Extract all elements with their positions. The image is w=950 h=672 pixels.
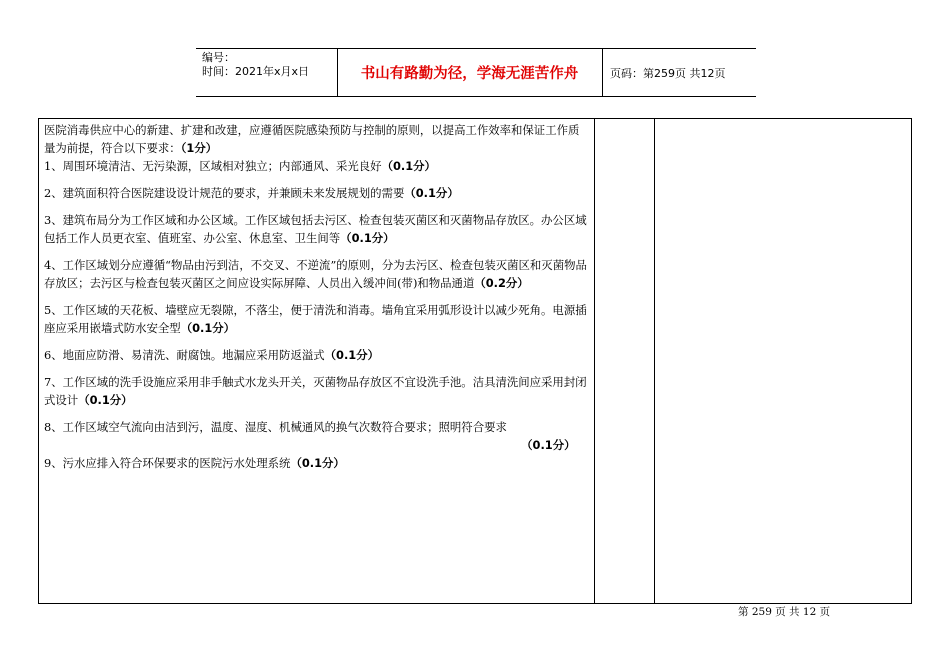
item-text: 6、地面应防滑、易清洗、耐腐蚀。地漏应采用防返溢式 [44, 348, 325, 362]
requirements-text [44, 121, 590, 472]
list-item [44, 157, 590, 175]
list-item [44, 211, 590, 247]
intro-paragraph [44, 121, 590, 157]
item-score: （0.1分） [78, 393, 133, 407]
item-score: （0.1分） [324, 348, 379, 362]
item-text: 5、工作区域的天花板、墙壁应无裂隙，不落尘，便于清洗和消毒。墙角宜采用弧形设计以减少死角。电源插座应采用嵌墙式防水安全型 [44, 303, 587, 335]
item-text: 9、污水应排入符合环保要求的医院污水处理系统 [44, 456, 291, 470]
intro-text: 医院消毒供应中心的新建、扩建和改建，应遵循医院感染预防与控制的原则，以提高工作效率和保证工作质量为前提，符合以下要求： [44, 123, 580, 155]
time-label: 时间：2021年x月x日 [202, 65, 310, 78]
item-text: 2、建筑面积符合医院建设设计规范的要求，并兼顾未来发展规划的需要 [44, 186, 405, 200]
item-score: （0.1分） [290, 456, 345, 470]
item-text: 1、周围环境清洁、无污染源，区域相对独立；内部通风、采光良好 [44, 159, 382, 173]
item-score: （0.1分） [381, 159, 436, 173]
list-item [44, 301, 590, 337]
item-text: 4、工作区域划分应遵循“物品由污到洁，不交叉、不逆流”的原则，分为去污区、检查包装灭菌区和灭菌物品存放区；去污区与检查包装灭菌区之间应设实际屏障、人员出入缓冲间(带)和物品通道 [44, 258, 587, 290]
list-item [44, 256, 590, 292]
item-score: （0.1分） [180, 321, 236, 335]
list-item [44, 418, 590, 436]
item-text: 8、工作区域空气流向由洁到污，温度、湿度、机械通风的换气次数符合要求；照明符合要求 [44, 420, 507, 434]
list-item [44, 346, 590, 364]
number-label: 编号： [202, 51, 235, 64]
item-score: （0.1分） [404, 186, 459, 200]
item-text: 3、建筑布局分为工作区域和办公区域。工作区域包括去污区、检查包装灭菌区和灭菌物品存放区。办公区域包括工作人员更衣室、值班室、办公室、休息室、卫生间等 [44, 213, 587, 245]
header-info [202, 51, 309, 79]
header-page-label: 页码：第259页 共12页 [610, 67, 726, 80]
item-score: （0.1分） [521, 438, 576, 452]
list-item [44, 373, 590, 409]
item-text: 7、工作区域的洗手设施应采用非手触式水龙头开关，灭菌物品存放区不宜设洗手池。洁具清洗间应采用封闭式设计 [44, 375, 587, 407]
header-divider [602, 48, 603, 96]
header-bottom-rule [196, 96, 756, 97]
table-column-divider [654, 118, 655, 604]
page-footer: 第 259 页 共 12 页 [738, 606, 831, 618]
list-item [44, 184, 590, 202]
item-score: （0.2分） [474, 276, 529, 290]
list-item-score-line [44, 436, 590, 454]
item-score: （0.1分） [340, 231, 395, 245]
intro-score: （1分） [180, 141, 218, 155]
list-item [44, 454, 590, 472]
table-column-divider [594, 118, 595, 604]
header-motto: 书山有路勤为径，学海无涯苦作舟 [360, 64, 579, 82]
